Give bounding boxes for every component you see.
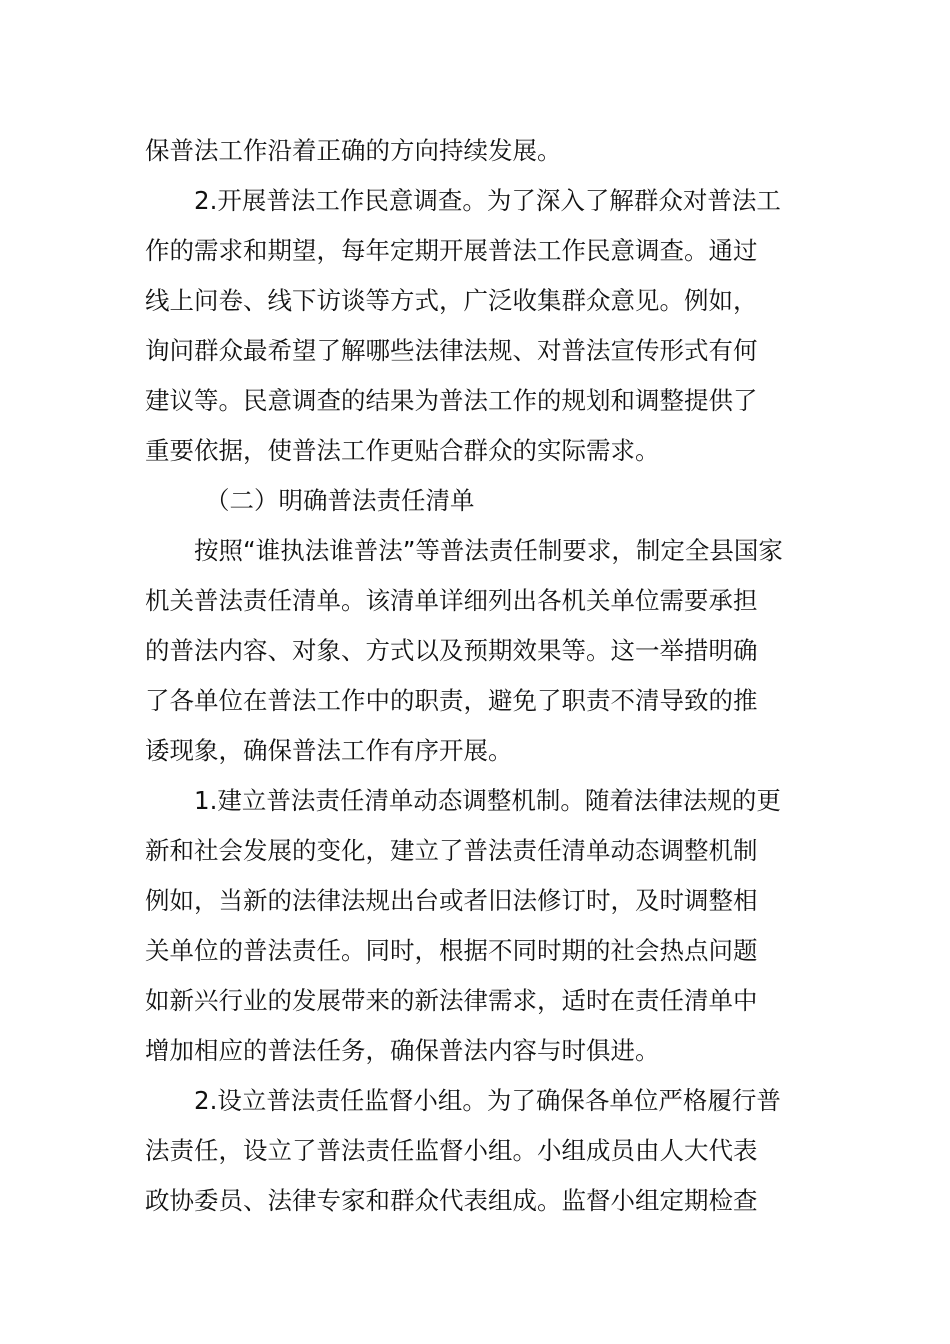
text-line: 重要依据，使普法工作更贴合群众的实际需求。 — [145, 436, 660, 465]
paragraph-start-line: 按照“谁执法谁普法”等普法责任制要求，制定全县国家 — [194, 536, 783, 565]
text-line: 新和社会发展的变化，建立了普法责任清单动态调整机制 — [145, 836, 758, 865]
document-body — [145, 126, 810, 1226]
text-line: 作的需求和期望，每年定期开展普法工作民意调查。通过 — [145, 236, 758, 265]
text-line: 如新兴行业的发展带来的新法律需求，适时在责任清单中 — [145, 986, 758, 1015]
text-line: 法责任，设立了普法责任监督小组。小组成员由人大代表 — [145, 1136, 758, 1165]
text-line: 线上问卷、线下访谈等方式，广泛收集群众意见。例如， — [145, 286, 758, 315]
text-line: 建议等。民意调查的结果为普法工作的规划和调整提供了 — [145, 386, 758, 415]
text-line: 了各单位在普法工作中的职责，避免了职责不清导致的推 — [145, 686, 758, 715]
text-line: 询问群众最希望了解哪些法律法规、对普法宣传形式有何 — [145, 336, 758, 365]
paragraph-start-line: 2.设立普法责任监督小组。为了确保各单位严格履行普 — [194, 1086, 781, 1115]
text-line: 保普法工作沿着正确的方向持续发展。 — [145, 136, 562, 165]
text-line: 的普法内容、对象、方式以及预期效果等。这一举措明确 — [145, 636, 758, 665]
text-line: 例如，当新的法律法规出台或者旧法修订时，及时调整相 — [145, 886, 758, 915]
paragraph-start-line: 1.建立普法责任清单动态调整机制。随着法律法规的更 — [194, 786, 781, 815]
paragraph-start-line: 2.开展普法工作民意调查。为了深入了解群众对普法工 — [194, 186, 781, 215]
text-line: 机关普法责任清单。该清单详细列出各机关单位需要承担 — [145, 586, 758, 615]
section-heading: （二）明确普法责任清单 — [205, 486, 475, 515]
text-line: 政协委员、法律专家和群众代表组成。监督小组定期检查 — [145, 1186, 758, 1215]
text-line: 诿现象，确保普法工作有序开展。 — [145, 736, 513, 765]
text-line: 增加相应的普法任务，确保普法内容与时俱进。 — [145, 1036, 660, 1065]
text-line: 关单位的普法责任。同时，根据不同时期的社会热点问题 — [145, 936, 758, 965]
